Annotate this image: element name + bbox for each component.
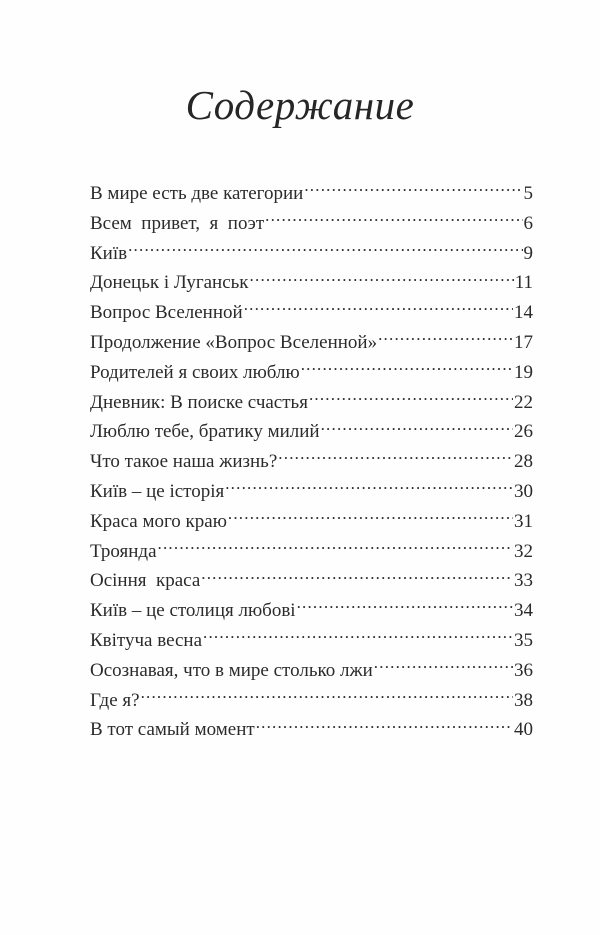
toc-entry-title: В мире есть две категории xyxy=(90,183,304,204)
toc-entry-title: Всем привет, я поэт xyxy=(90,212,265,234)
dot-leader xyxy=(141,687,513,706)
toc-entry-title: Квітуча весна xyxy=(90,629,203,651)
toc-entry-page: 14 xyxy=(514,302,533,324)
dot-leader xyxy=(301,359,513,378)
toc-entry xyxy=(90,417,533,447)
toc-entry-title: Київ – це столиця любові xyxy=(90,600,296,622)
toc-entry xyxy=(90,358,533,388)
toc-entry-title: Київ – це історія xyxy=(90,480,225,502)
toc-entry-title: Троянда xyxy=(90,540,157,562)
toc-entry-page: 22 xyxy=(514,391,533,413)
toc-entry-page: 11 xyxy=(514,272,533,294)
toc-entry-page: 26 xyxy=(514,421,533,443)
dot-leader xyxy=(321,418,513,437)
dot-leader xyxy=(250,269,514,288)
toc-entry-title: Вопрос Вселенной xyxy=(90,302,243,324)
toc-entry-page: 34 xyxy=(514,600,533,622)
toc-entry-page: 30 xyxy=(514,480,533,502)
dot-leader xyxy=(265,210,522,229)
toc-entry-page: 40 xyxy=(514,719,533,741)
toc-entry-title: Осознавая, что в мире столько лжи xyxy=(90,659,373,681)
page-title: Содержание xyxy=(185,82,415,128)
toc-entry xyxy=(90,686,533,716)
toc-entry-title: Дневник: В поиске счастья xyxy=(90,391,308,413)
toc-entry xyxy=(90,715,533,745)
dot-leader xyxy=(256,716,513,735)
toc-entry-page: 9 xyxy=(523,242,533,264)
toc-entry-title: Краса мого краю xyxy=(90,510,227,532)
dot-leader xyxy=(128,240,522,259)
dot-leader xyxy=(374,657,513,676)
toc-entry xyxy=(90,388,533,418)
toc-entry-page: 6 xyxy=(523,212,533,234)
toc-entry xyxy=(90,328,533,358)
toc-entry xyxy=(90,507,533,537)
toc-entry xyxy=(90,298,533,328)
dot-leader xyxy=(201,567,513,586)
toc-entry-title: Что такое наша жизнь? xyxy=(90,451,278,473)
toc-entry-title: Осіння краса xyxy=(90,570,201,592)
toc-entry xyxy=(90,447,533,477)
toc-entry-page: 35 xyxy=(514,629,533,651)
toc-entry xyxy=(90,268,533,298)
toc-entry-title: В тот самый момент xyxy=(90,719,255,741)
toc-entry-page: 28 xyxy=(514,451,533,473)
dot-leader xyxy=(225,478,513,497)
dot-leader xyxy=(309,389,513,408)
toc-entry-title: Київ xyxy=(90,242,128,264)
dot-leader xyxy=(297,597,513,616)
dot-leader xyxy=(158,538,513,557)
toc-entry-page: 33 xyxy=(514,570,533,592)
dot-leader xyxy=(278,448,513,467)
toc-entry xyxy=(90,477,533,507)
toc-entry-page: 38 xyxy=(514,689,533,711)
dot-leader xyxy=(378,329,513,348)
toc-entry-title: Где я? xyxy=(90,689,140,711)
toc-entry-title: Люблю тебе, братику милий xyxy=(90,421,320,443)
dot-leader xyxy=(228,508,513,527)
toc-entry-title: Родителей я своих люблю xyxy=(90,361,300,383)
toc-entry-page: 19 xyxy=(514,361,533,383)
toc-entry xyxy=(90,596,533,626)
dot-leader xyxy=(304,180,522,199)
toc-entry-page: 36 xyxy=(514,659,533,681)
toc-entry-title: Донецьк і Луганськ xyxy=(90,272,249,294)
toc-entry xyxy=(90,209,533,239)
toc-entry xyxy=(90,656,533,686)
toc-entry xyxy=(90,179,533,209)
dot-leader xyxy=(244,299,513,318)
toc-entry-page: 32 xyxy=(514,540,533,562)
toc-entry xyxy=(90,239,533,269)
toc-entry xyxy=(90,537,533,567)
dot-leader xyxy=(203,627,513,646)
toc-entry-title: Продолжение «Вопрос Вселенной» xyxy=(90,331,378,353)
toc-entry-page: 17 xyxy=(514,331,533,353)
table-of-contents xyxy=(90,179,533,745)
toc-entry xyxy=(90,626,533,656)
toc-entry-page: 5 xyxy=(523,183,533,204)
toc-entry-page: 31 xyxy=(514,510,533,532)
toc-entry xyxy=(90,566,533,596)
